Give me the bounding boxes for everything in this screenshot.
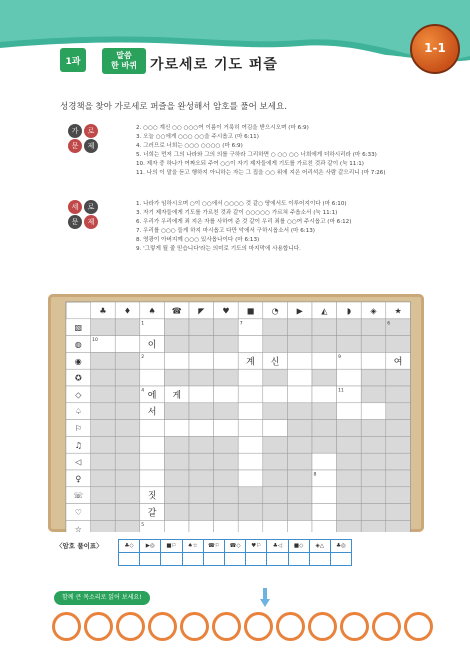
row-symbol: ♡: [74, 508, 82, 517]
puzzle-answer-cell[interactable]: [140, 453, 165, 470]
answer-code-cell: ■⚐: [161, 540, 182, 553]
puzzle-block-cell: [312, 420, 337, 437]
puzzle-answer-cell[interactable]: [337, 403, 362, 420]
puzzle-block-cell: [164, 453, 189, 470]
puzzle-block-cell: [386, 453, 411, 470]
puzzle-block-cell: [214, 453, 239, 470]
puzzle-block-cell: [164, 336, 189, 353]
clue-item: 1. 나라가 임하시오며 ○이 ○○에서 ○○○○ 것 같○ 땅에서도 이루어지이다 (마 6:10): [136, 201, 347, 207]
puzzle-answer-cell[interactable]: [287, 369, 312, 386]
puzzle-block-cell: [287, 487, 312, 504]
puzzle-block-cell: [287, 420, 312, 437]
column-symbol: ◭: [321, 306, 328, 316]
answer-input-row: [119, 553, 352, 566]
puzzle-block-cell: [189, 319, 214, 336]
column-symbol: ◤: [198, 306, 205, 316]
prefilled-letter: 에: [147, 390, 157, 401]
puzzle-answer-cell[interactable]: [287, 386, 312, 403]
across-tag-char: 제: [84, 139, 98, 153]
puzzle-block-cell: [115, 487, 140, 504]
across-clue-list: [136, 124, 386, 178]
puzzle-block-cell: [91, 352, 116, 369]
puzzle-block-cell: [312, 436, 337, 453]
clue-number: 10: [92, 338, 98, 344]
puzzle-answer-cell[interactable]: [287, 352, 312, 369]
puzzle-block-cell: [287, 336, 312, 353]
puzzle-block-cell: [386, 403, 411, 420]
puzzle-block-cell: [386, 504, 411, 521]
puzzle-block-cell: [287, 403, 312, 420]
puzzle-answer-cell[interactable]: [115, 336, 140, 353]
puzzle-answer-cell[interactable]: [164, 520, 189, 532]
down-tag: [68, 200, 98, 229]
answer-circle[interactable]: [372, 612, 401, 641]
clue-number: 8: [313, 472, 317, 478]
puzzle-block-cell: [361, 504, 386, 521]
row-symbol: ✪: [74, 373, 82, 383]
puzzle-block-cell: [361, 336, 386, 353]
across-tag-char: 가: [68, 124, 82, 138]
column-symbol: ☎: [171, 306, 182, 316]
clue-number: 6: [387, 321, 391, 327]
column-symbol: ♠: [148, 306, 156, 316]
puzzle-answer-cell[interactable]: [214, 352, 239, 369]
puzzle-block-cell: [189, 336, 214, 353]
puzzle-block-cell: [189, 453, 214, 470]
puzzle-block-cell: [263, 369, 288, 386]
clue-item: 2. ○○○ 계신 ○○ ○○○여 이름이 거룩히 여김을 받으시오며 (마 6:9): [136, 125, 309, 131]
section-badge-line1: 말씀: [116, 51, 132, 60]
down-tag-char: 세: [68, 200, 82, 214]
puzzle-answer-cell[interactable]: [238, 403, 263, 420]
clue-number: 11: [338, 388, 344, 394]
puzzle-answer-cell[interactable]: [287, 520, 312, 532]
puzzle-block-cell: [312, 403, 337, 420]
puzzle-block-cell: [91, 453, 116, 470]
clue-item: 6. 우리가 우리에게 죄 지은 자를 사하여 준 것 같이 우리 죄를 ○○여 주시옵고 (마 6:12): [136, 219, 352, 225]
puzzle-block-cell: [91, 319, 116, 336]
column-symbol: ▶: [296, 306, 303, 316]
puzzle-block-cell: [287, 453, 312, 470]
puzzle-block-cell: [287, 319, 312, 336]
puzzle-block-cell: [115, 436, 140, 453]
puzzle-block-cell: [263, 336, 288, 353]
row-symbol: ♀: [75, 474, 82, 484]
puzzle-answer-cell[interactable]: [361, 352, 386, 369]
puzzle-block-cell: [361, 420, 386, 437]
puzzle-block-cell: [115, 420, 140, 437]
puzzle-block-cell: [214, 336, 239, 353]
answer-circle[interactable]: [52, 612, 81, 641]
puzzle-block-cell: [287, 470, 312, 487]
answer-code-cell: ♥⚐: [246, 540, 267, 553]
answer-code-cell: ■◇: [288, 540, 309, 553]
puzzle-block-cell: [115, 369, 140, 386]
row-symbol: ♫: [74, 440, 82, 450]
across-tag-char: 로: [84, 124, 98, 138]
page-title: 가로세로 기도 퍼즐: [150, 57, 278, 73]
puzzle-block-cell: [91, 403, 116, 420]
column-symbol: ♥: [222, 306, 230, 316]
row-symbol: ▧: [74, 323, 83, 333]
puzzle-block-cell: [91, 520, 116, 532]
answer-input-cell[interactable]: [330, 553, 351, 566]
crossword-board: [48, 294, 424, 532]
row-symbol: ☏: [73, 491, 84, 501]
puzzle-block-cell: [361, 369, 386, 386]
puzzle-block-cell: [189, 470, 214, 487]
puzzle-answer-cell[interactable]: [238, 369, 263, 386]
puzzle-block-cell: [337, 436, 362, 453]
answer-code-cell: ♣◁: [267, 540, 288, 553]
puzzle-block-cell: [337, 336, 362, 353]
puzzle-block-cell: [386, 470, 411, 487]
puzzle-answer-cell[interactable]: [312, 453, 337, 470]
column-symbol: ♦: [123, 306, 132, 316]
puzzle-block-cell: [214, 504, 239, 521]
row-symbol: ◉: [74, 356, 82, 366]
answer-input-cell[interactable]: [267, 553, 288, 566]
column-symbol: ♣: [99, 306, 107, 316]
puzzle-answer-cell[interactable]: [238, 420, 263, 437]
puzzle-answer-cell[interactable]: [312, 520, 337, 532]
puzzle-block-cell: [115, 504, 140, 521]
puzzle-answer-cell[interactable]: [214, 386, 239, 403]
puzzle-block-cell: [263, 487, 288, 504]
puzzle-answer-cell[interactable]: [214, 520, 239, 532]
answer-input-cell[interactable]: [224, 553, 245, 566]
answer-circle[interactable]: [276, 612, 305, 641]
column-symbol: ◔: [271, 306, 279, 316]
puzzle-answer-cell[interactable]: [238, 386, 263, 403]
puzzle-answer-cell[interactable]: [312, 504, 337, 521]
puzzle-block-cell: [337, 420, 362, 437]
row-symbol: ♤: [74, 407, 82, 417]
across-tag-char: 문: [68, 139, 82, 153]
puzzle-block-cell: [164, 403, 189, 420]
puzzle-block-cell: [164, 504, 189, 521]
section-badge-line2: 한 바퀴: [111, 61, 137, 70]
answer-table-label: 〈암호 풀이표〉: [56, 542, 103, 550]
puzzle-block-cell: [263, 403, 288, 420]
clue-item: 4. 그러므로 너희는 ○○○ ○○○○ (마 6:9): [136, 143, 243, 149]
clue-item: 11. 나의 이 말을 듣고 행하지 아니하는 자는 그 집을 ○○ 위에 지은 어리석은 사람 같으리니 (마 7:26): [136, 170, 386, 176]
puzzle-block-cell: [386, 386, 411, 403]
column-symbol: ■: [246, 306, 255, 316]
answer-input-cell[interactable]: [161, 553, 182, 566]
puzzle-block-cell: [115, 352, 140, 369]
puzzle-block-cell: [312, 369, 337, 386]
clue-number: 5: [141, 522, 145, 528]
puzzle-block-cell: [337, 487, 362, 504]
puzzle-block-cell: [287, 504, 312, 521]
clue-number: 7: [239, 321, 243, 327]
puzzle-answer-cell[interactable]: [214, 420, 239, 437]
answer-code-cell: ▶◎: [140, 540, 161, 553]
puzzle-block-cell: [115, 520, 140, 532]
puzzle-block-cell: [312, 336, 337, 353]
answer-input-cell[interactable]: [246, 553, 267, 566]
puzzle-block-cell: [263, 319, 288, 336]
answer-circle[interactable]: [212, 612, 241, 641]
puzzle-answer-cell[interactable]: [140, 470, 165, 487]
clue-item: 3. 오늘 ○○에게 ○○○ ○○을 주시옵고 (마 6:11): [136, 134, 259, 140]
puzzle-block-cell: [361, 436, 386, 453]
clue-item: 9. '그렇게 될 줄 믿습니다'라는 의미로 기도의 마지막에 사용합니다.: [136, 246, 301, 252]
column-symbol: ◈: [370, 306, 377, 316]
puzzle-block-cell: [386, 436, 411, 453]
row-symbol: ◍: [74, 340, 82, 349]
puzzle-block-cell: [214, 487, 239, 504]
puzzle-block-cell: [115, 470, 140, 487]
puzzle-answer-cell[interactable]: [312, 487, 337, 504]
puzzle-block-cell: [361, 319, 386, 336]
puzzle-block-cell: [115, 386, 140, 403]
puzzle-answer-cell[interactable]: [238, 336, 263, 353]
puzzle-block-cell: [214, 403, 239, 420]
puzzle-block-cell: [91, 369, 116, 386]
puzzle-block-cell: [386, 336, 411, 353]
puzzle-answer-cell[interactable]: [238, 453, 263, 470]
puzzle-block-cell: [91, 420, 116, 437]
answer-circle[interactable]: [404, 612, 433, 641]
puzzle-answer-cell[interactable]: [263, 420, 288, 437]
read-aloud-banner: 함께 큰 목소리로 읽어 보세요!: [54, 591, 150, 605]
puzzle-block-cell: [164, 319, 189, 336]
puzzle-block-cell: [238, 504, 263, 521]
puzzle-answer-cell[interactable]: [164, 420, 189, 437]
puzzle-block-cell: [386, 520, 411, 532]
puzzle-block-cell: [91, 436, 116, 453]
crossword-grid: [48, 294, 424, 532]
puzzle-block-cell: [361, 470, 386, 487]
puzzle-block-cell: [263, 436, 288, 453]
puzzle-block-cell: [91, 386, 116, 403]
puzzle-block-cell: [337, 319, 362, 336]
puzzle-block-cell: [361, 386, 386, 403]
answer-code-row: [119, 540, 352, 553]
puzzle-block-cell: [337, 470, 362, 487]
puzzle-answer-cell[interactable]: [238, 470, 263, 487]
answer-input-cell[interactable]: [309, 553, 330, 566]
puzzle-block-cell: [91, 470, 116, 487]
prefilled-letter: 짓: [147, 491, 157, 502]
answer-input-cell[interactable]: [203, 553, 224, 566]
clue-item: 8. 영광이 아버지께 ○○○ 있사옵나이다 (마 6:13): [136, 237, 260, 243]
answer-input-cell[interactable]: [140, 553, 161, 566]
answer-code-cell: ♠☆: [182, 540, 203, 553]
prefilled-letter: 계: [246, 357, 255, 368]
puzzle-block-cell: [238, 487, 263, 504]
puzzle-block-cell: [164, 470, 189, 487]
puzzle-block-cell: [189, 436, 214, 453]
puzzle-block-cell: [361, 520, 386, 532]
puzzle-answer-cell[interactable]: [140, 369, 165, 386]
across-tag: [68, 124, 98, 153]
puzzle-block-cell: [189, 487, 214, 504]
row-symbol: ☆: [74, 524, 82, 532]
puzzle-block-cell: [91, 487, 116, 504]
puzzle-answer-cell[interactable]: [337, 369, 362, 386]
puzzle-block-cell: [214, 369, 239, 386]
puzzle-block-cell: [189, 504, 214, 521]
puzzle-answer-cell[interactable]: [140, 420, 165, 437]
answer-circle[interactable]: [340, 612, 369, 641]
puzzle-answer-cell[interactable]: [312, 386, 337, 403]
row-symbol: ◇: [75, 390, 82, 400]
puzzle-block-cell: [164, 487, 189, 504]
clue-number: 4: [141, 388, 145, 394]
prefilled-letter: 게: [172, 390, 182, 401]
instruction-text: 성경책을 찾아 가로세로 퍼즐을 완성해서 암호를 풀어 보세요.: [60, 102, 287, 112]
puzzle-block-cell: [214, 436, 239, 453]
puzzle-block-cell: [164, 436, 189, 453]
puzzle-answer-cell[interactable]: [361, 403, 386, 420]
puzzle-block-cell: [189, 369, 214, 386]
answer-code-cell: ◈△: [309, 540, 330, 553]
basketball-icon: [410, 24, 460, 74]
puzzle-answer-cell[interactable]: [189, 420, 214, 437]
puzzle-block-cell: [312, 319, 337, 336]
puzzle-answer-cell[interactable]: [263, 386, 288, 403]
puzzle-block-cell: [337, 520, 362, 532]
header-banner: [0, 0, 470, 90]
puzzle-block-cell: [263, 504, 288, 521]
answer-code-cell: ☎◇: [224, 540, 245, 553]
puzzle-answer-cell[interactable]: [140, 436, 165, 453]
puzzle-answer-cell[interactable]: [238, 520, 263, 532]
answer-input-cell[interactable]: [288, 553, 309, 566]
prefilled-letter: 갈: [147, 508, 157, 519]
puzzle-answer-cell[interactable]: [189, 352, 214, 369]
down-tag-char: 문: [68, 215, 82, 229]
puzzle-block-cell: [361, 453, 386, 470]
clue-item: 7. 우리를 ○○○ 들게 하지 마시옵고 다만 악에서 구하시옵소서 (마 6:13): [136, 228, 315, 234]
puzzle-answer-cell[interactable]: [164, 352, 189, 369]
puzzle-block-cell: [91, 504, 116, 521]
puzzle-block-cell: [189, 403, 214, 420]
down-tag-char: 제: [84, 215, 98, 229]
answer-circle[interactable]: [308, 612, 337, 641]
puzzle-block-cell: [115, 319, 140, 336]
section-badge: [102, 48, 146, 74]
puzzle-block-cell: [115, 453, 140, 470]
answer-code-cell: ♣◎: [330, 540, 351, 553]
answer-circle[interactable]: [180, 612, 209, 641]
answer-input-cell[interactable]: [119, 553, 140, 566]
puzzle-answer-cell[interactable]: [189, 520, 214, 532]
puzzle-block-cell: [386, 369, 411, 386]
puzzle-block-cell: [361, 487, 386, 504]
arrow-down-icon: [260, 588, 270, 608]
puzzle-block-cell: [386, 487, 411, 504]
clue-item: 5. 너희는 먼저 그의 나라와 그의 의를 구하라 그리하면 ○ ○○ ○○ 너희에게 더하시리라 (마 6:33): [136, 152, 377, 158]
puzzle-block-cell: [214, 319, 239, 336]
clue-item: 3. 자기 제자들에게 기도를 가르친 것과 같이 ○○○○○ 가르쳐 주옵소서 (눅 11:1): [136, 210, 338, 216]
clue-item: 10. 제자 중 하나가 여짜오되 주여 ○○이 자기 제자들에게 기도를 가르친 것과 같이 (눅 11:1): [136, 161, 364, 167]
puzzle-answer-cell[interactable]: [263, 520, 288, 532]
answer-code-cell: ☎⚐: [203, 540, 224, 553]
answer-circle-row: [52, 612, 433, 641]
answer-circle[interactable]: [148, 612, 177, 641]
row-symbol: ◁: [75, 457, 82, 467]
row-symbol: ⚐: [74, 424, 82, 433]
puzzle-block-cell: [263, 470, 288, 487]
page-number: 1-1: [424, 41, 446, 55]
column-symbol: ◗: [346, 306, 352, 316]
prefilled-letter: 이: [147, 340, 157, 351]
answer-circle[interactable]: [244, 612, 273, 641]
puzzle-block-cell: [337, 504, 362, 521]
puzzle-block-cell: [263, 453, 288, 470]
column-symbol: ★: [394, 306, 402, 316]
down-clue-list: [136, 200, 351, 254]
puzzle-block-cell: [164, 369, 189, 386]
answer-table: [118, 539, 352, 566]
answer-circle[interactable]: [84, 612, 113, 641]
lesson-badge: 1과: [60, 48, 86, 72]
puzzle-answer-cell[interactable]: [312, 352, 337, 369]
puzzle-block-cell: [214, 470, 239, 487]
puzzle-block-cell: [287, 436, 312, 453]
prefilled-letter: 여: [393, 357, 403, 368]
prefilled-letter: 서: [147, 407, 157, 418]
clue-number: 2: [141, 354, 145, 360]
puzzle-block-cell: [386, 420, 411, 437]
puzzle-answer-cell[interactable]: [189, 386, 214, 403]
puzzle-block-cell: [115, 403, 140, 420]
prefilled-letter: 신: [270, 357, 280, 368]
answer-circle[interactable]: [116, 612, 145, 641]
down-tag-char: 로: [84, 200, 98, 214]
answer-code-cell: ♣◇: [119, 540, 140, 553]
clue-number: 9: [338, 354, 341, 360]
answer-input-cell[interactable]: [182, 553, 203, 566]
clue-number: 1: [141, 321, 145, 327]
puzzle-block-cell: [337, 453, 362, 470]
puzzle-answer-cell[interactable]: [238, 436, 263, 453]
